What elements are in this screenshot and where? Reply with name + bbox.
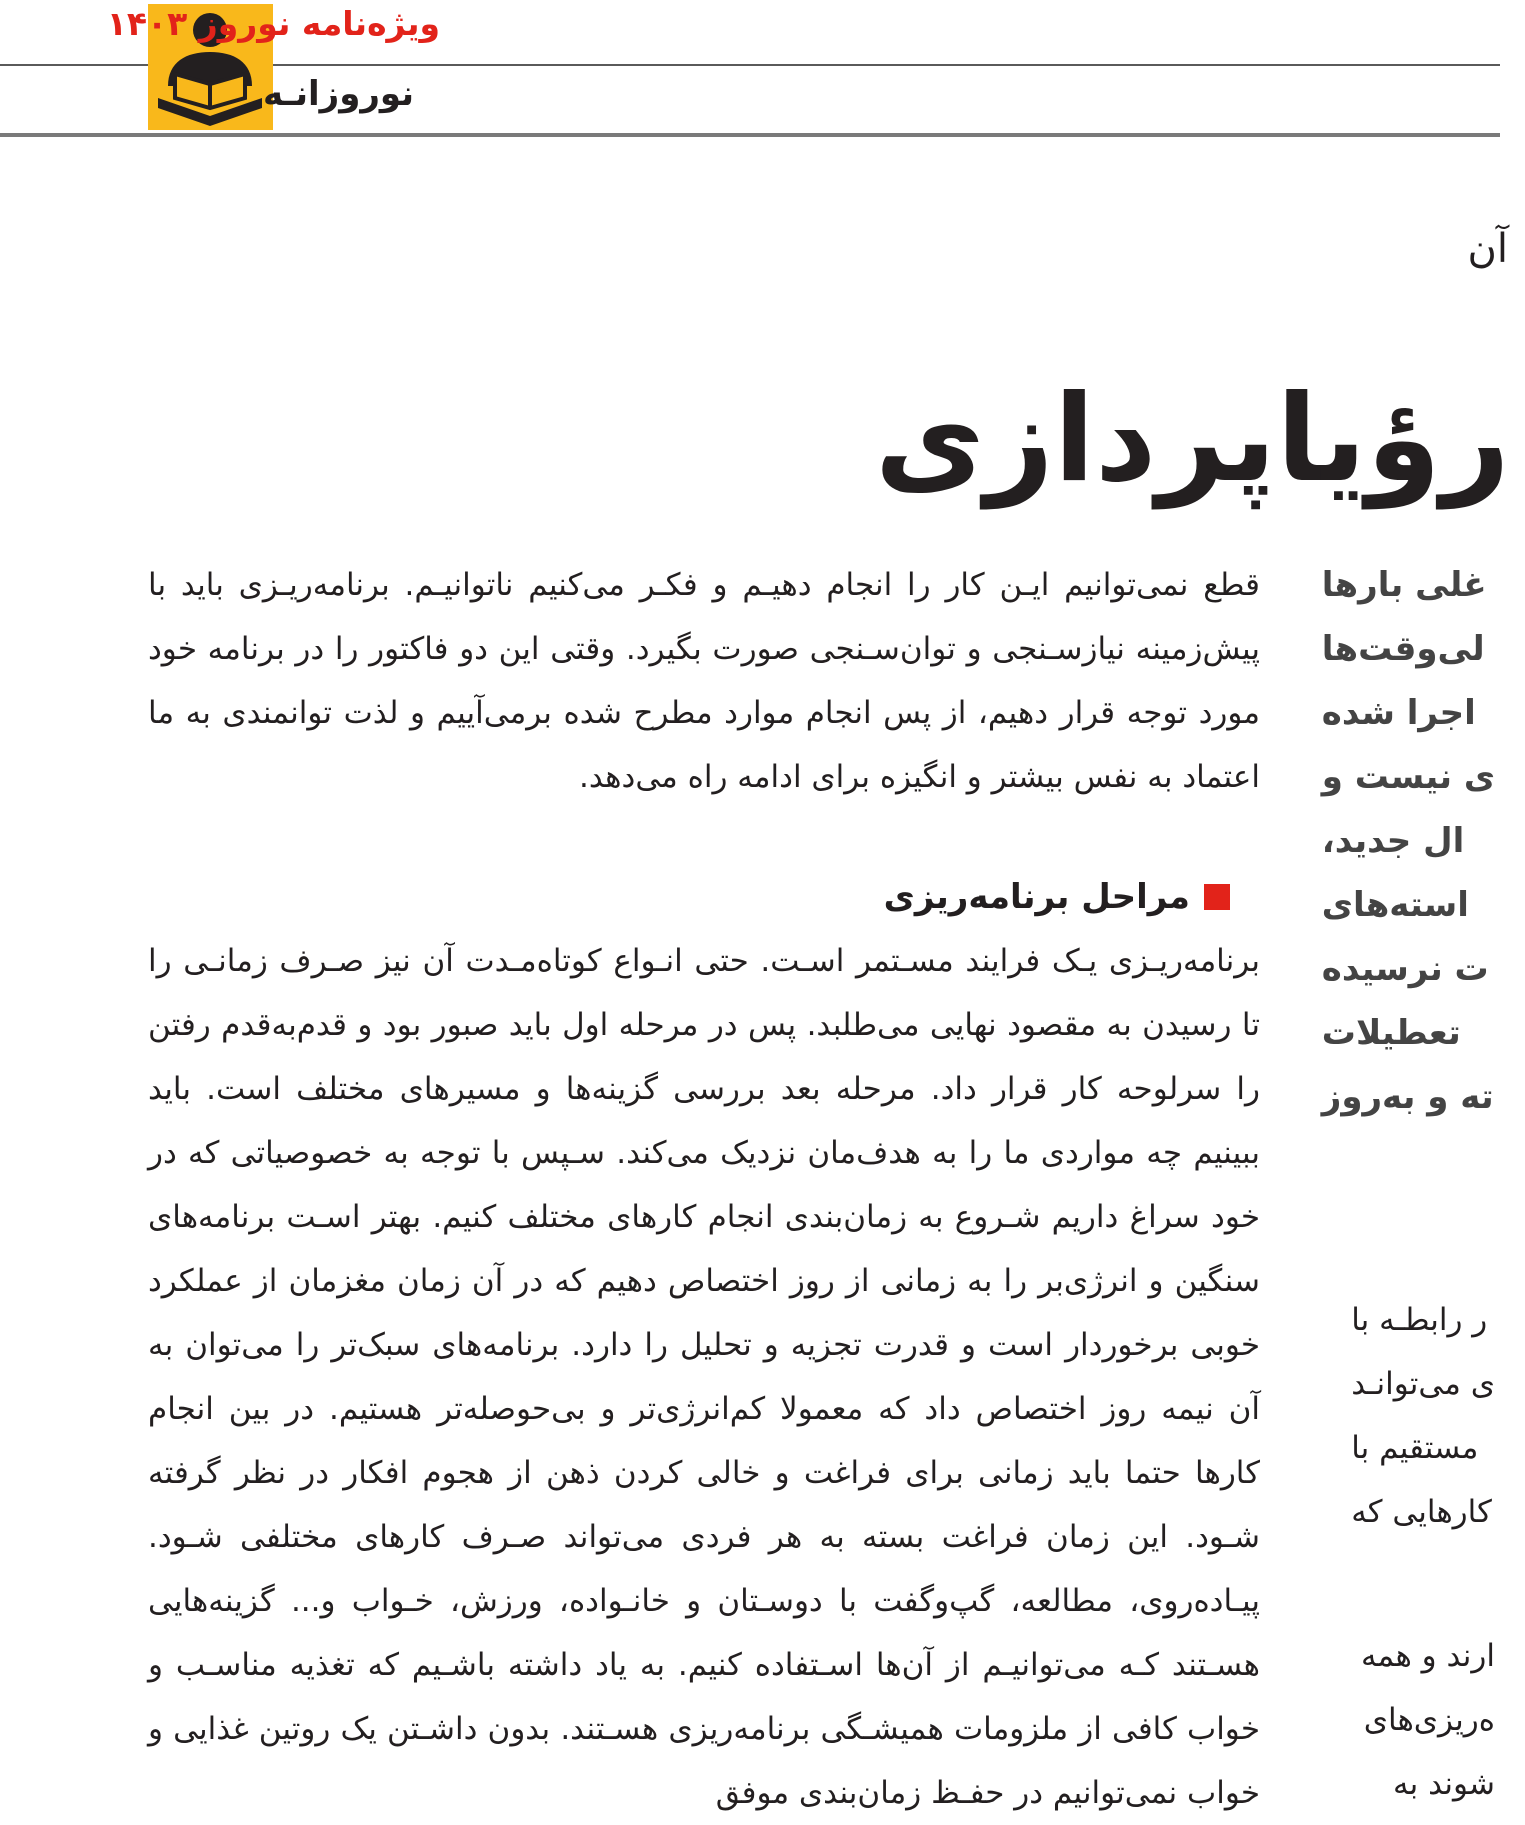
side-paragraph-b [1361,1624,1495,1816]
side-line: اجرا شده [1321,693,1476,733]
intro-paragraph: قطع نمی‌توانیم ایـن کار را انجام دهیـم و فکـر می‌کنیم ناتوانیـم. برنامه‌ریـزی باید با پیش‌زمینه نیازسـنجی و توان‌سـنجی صورت بگیرد. وقتی این دو فاکتور را در برنامه خود مورد توجه قرار دهیم، از پس انجام موارد مطرح شده برمی‌آییم و لذت توانمندی به ما اعتماد به نفس بیشتر و انگیزه برای ادامه راه می‌دهد. [148,567,1260,795]
side-line: ی نیست و [1321,757,1495,797]
side-line: ه‌ریزی‌های [1363,1702,1495,1738]
side-line: ال جدید، [1321,821,1465,861]
side-paragraph-a [1351,1288,1495,1544]
side-line: کارهایی که [1351,1494,1492,1530]
side-line: ت نرسیده [1321,949,1489,989]
side-line: ته و به‌روز [1321,1077,1494,1117]
side-line: شوند به [1393,1766,1495,1802]
issue-title: ویژه‌نامه نوروز ۱۴۰۳ [106,4,440,43]
side-bold-lead [1322,553,1495,1129]
body-paragraph: برنامه‌ریـزی یـک فرایند مسـتمر اسـت. حتی انـواع کوتاه‌مـدت آن نیز صـرف زمانـی را تا رسیدن به مقصود نهایی می‌طلبد. پس در مرحله اول باید صبور بود و قدم‌به‌قدم رفتن را سرلوحه کار قرار داد. مرحله بعد بررسی گزینه‌ها و مسیرهای مختلف است. باید ببینیم چه مواردی ما را به هدف‌مان نزدیک می‌کند. سـپس با توجه به خصوصیاتی که در خود سراغ داریم شـروع به زمان‌بندی انجام کارهای مختلف کنیم. بهتر اسـت برنامه‌های سنگین و انرژی‌بر را به زمانی از روز اختصاص دهیم که در آن زمان مغزمان از عملکرد خوبی برخوردار است و قدرت تجزیه و تحلیل را دارد. برنامه‌های سبک‌تر را می‌توان به آن نیمه روز اختصاص داد که معمولا کم‌انرژی‌تر و بی‌حوصله‌تر هستیم. در بین انجام کارها حتما باید زمانی برای فراغت و خالی کردن ذهن از هجوم افکار در نظر گرفته شـود. این زمان فراغت بسته به هر فردی می‌تواند صـرف کارهای مختلفی شـود. پیـاده‌روی، مطالعه، گپ‌وگفت با دوسـتان و خانـواده، ورزش، خـواب و... گزینه‌هایی هسـتند کـه می‌توانیـم از آن‌ها اسـتفاده کنیم. به یاد داشته باشـیم که تغذیه مناسـب و خواب کافی از ملزومات همیشـگی برنامه‌ریزی هسـتند. بدون داشـتن یک روتین غذایی و خواب نمی‌توانیم در حفـظ زمان‌بندی موفق [148,943,1260,1811]
side-line: ر رابطـه با [1351,1302,1488,1338]
side-line: استه‌های [1321,885,1469,925]
side-line: لی‌وقت‌ها [1321,629,1485,669]
side-line: تعطیلات [1321,1013,1461,1053]
side-text-column [1321,553,1525,1802]
main-text-column [148,553,1260,1811]
subheading-text: مراحل برنامه‌ریزی [883,877,1190,917]
subheading [148,865,1260,929]
section-name: نوروزانـه [262,74,414,114]
side-line: مستقیم با [1351,1430,1479,1466]
side-line: ی می‌توانـد [1351,1366,1495,1402]
side-line: ارند و همه [1360,1638,1495,1674]
side-line: غلی بارها [1321,565,1487,605]
red-square-bullet [1204,884,1230,910]
header-bottom-rule [0,133,1500,137]
article-headline: رؤیاپردازی [874,370,1510,509]
article-kicker: آن [1467,226,1508,272]
